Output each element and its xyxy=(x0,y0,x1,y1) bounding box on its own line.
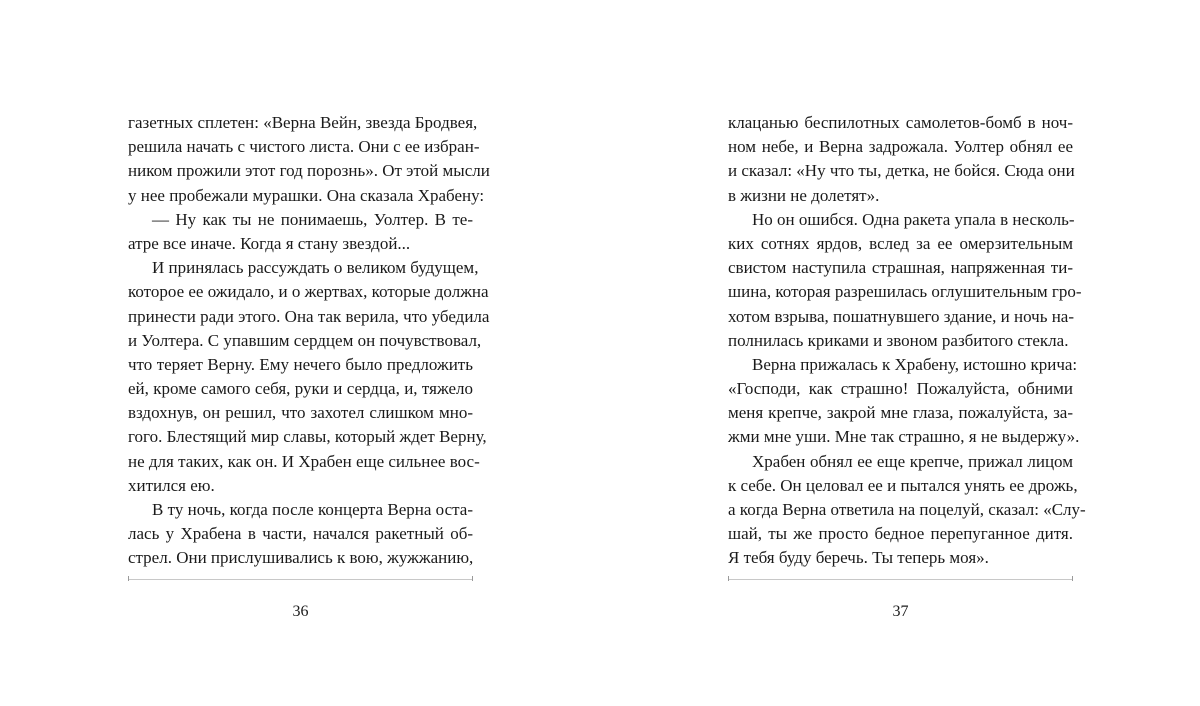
text-line: вздохнув, он решил, что захотел слишком мно- xyxy=(128,403,473,423)
text-line: ей, кроме самого себя, руки и сердца, и, тяжело xyxy=(128,379,473,399)
right-page-text xyxy=(728,111,1086,571)
text-line: шай, ты же просто бедное перепуганное дитя. xyxy=(728,524,1073,544)
rule-tick-left xyxy=(728,576,729,581)
text-line: в жизни не долетят». xyxy=(728,185,880,205)
text-line: шина, которая разрешилась оглушительным гро- xyxy=(728,282,1082,302)
footer-rule xyxy=(728,579,1073,580)
text-line: а когда Верна ответила на поцелуй, сказал: «Слу- xyxy=(728,500,1086,519)
text-line: к себе. Он целовал ее и пытался унять ее дрожь, xyxy=(728,475,1078,495)
page-number: 36 xyxy=(292,603,309,620)
text-line: жми мне уши. Мне так страшно, я не выдержу». xyxy=(728,427,1080,447)
text-line: и Уолтера. С упавшим сердцем он почувствовал, xyxy=(128,330,482,350)
left-page-text xyxy=(128,111,490,571)
page-number: 37 xyxy=(892,603,909,620)
rule-tick-left xyxy=(128,576,129,581)
right-page xyxy=(728,111,1086,620)
text-line: у нее пробежали мурашки. Она сказала Храбену: xyxy=(128,185,485,205)
text-line: которое ее ожидало, и о жертвах, которые должна xyxy=(128,282,489,302)
text-line: Храбен обнял ее еще крепче, прижал лицом xyxy=(752,451,1073,471)
text-line: газетных сплетен: «Верна Вейн, звезда Бродвея, xyxy=(128,113,478,132)
text-line: решила начать с чистого листа. Они с ее избран- xyxy=(128,137,480,157)
text-line: атре все иначе. Когда я стану звездой... xyxy=(128,233,411,253)
text-line: «Господи, как страшно! Пожалуйста, обними xyxy=(728,379,1073,399)
rule-tick-right xyxy=(1072,576,1073,581)
text-line: стрел. Они прислушивались к вою, жужжанию, xyxy=(128,548,474,568)
text-line: и сказал: «Ну что ты, детка, не бойся. Сюда они xyxy=(728,161,1075,181)
text-line: свистом наступила страшная, напряженная ти- xyxy=(728,258,1073,278)
text-line: И принялась рассуждать о великом будущем, xyxy=(152,258,479,278)
text-line: хотом взрыва, пошатнувшего здание, и ночь на- xyxy=(728,306,1075,326)
text-line: клацанью беспилотных самолетов-бомб в ноч- xyxy=(728,113,1073,132)
text-line: ких сотнях ярдов, вслед за ее омерзительным xyxy=(728,233,1073,253)
text-line: В ту ночь, когда после концерта Верна оста- xyxy=(152,500,473,519)
text-line: ном небе, и Верна задрожала. Уолтер обнял ее xyxy=(728,137,1073,157)
text-line: принести ради этого. Она так верила, что убедила xyxy=(128,306,490,326)
text-line: ником прожили этот год порознь». От этой мысли xyxy=(128,161,490,181)
text-line: полнилась криками и звоном разбитого стекла. xyxy=(728,330,1069,350)
text-line: гого. Блестящий мир славы, который ждет Верну, xyxy=(128,427,487,447)
text-line: — Ну как ты не понимаешь, Уолтер. В те- xyxy=(152,209,473,229)
text-line: хитился ею. xyxy=(128,475,215,495)
left-page xyxy=(128,111,490,620)
text-line: меня крепче, закрой мне глаза, пожалуйста, за- xyxy=(728,403,1073,423)
footer-rule xyxy=(128,579,473,580)
text-line: не для таких, как он. И Храбен еще сильнее вос- xyxy=(128,451,480,471)
rule-tick-right xyxy=(472,576,473,581)
text-line: Верна прижалась к Храбену, истошно крича: xyxy=(752,354,1078,374)
text-line: лась у Храбена в части, начался ракетный об- xyxy=(128,524,473,544)
text-line: Я тебя буду беречь. Ты теперь моя». xyxy=(728,548,989,568)
text-line: что теряет Верну. Ему нечего было предложить xyxy=(128,354,473,374)
text-line: Но он ошибся. Одна ракета упала в несколь- xyxy=(752,209,1075,229)
